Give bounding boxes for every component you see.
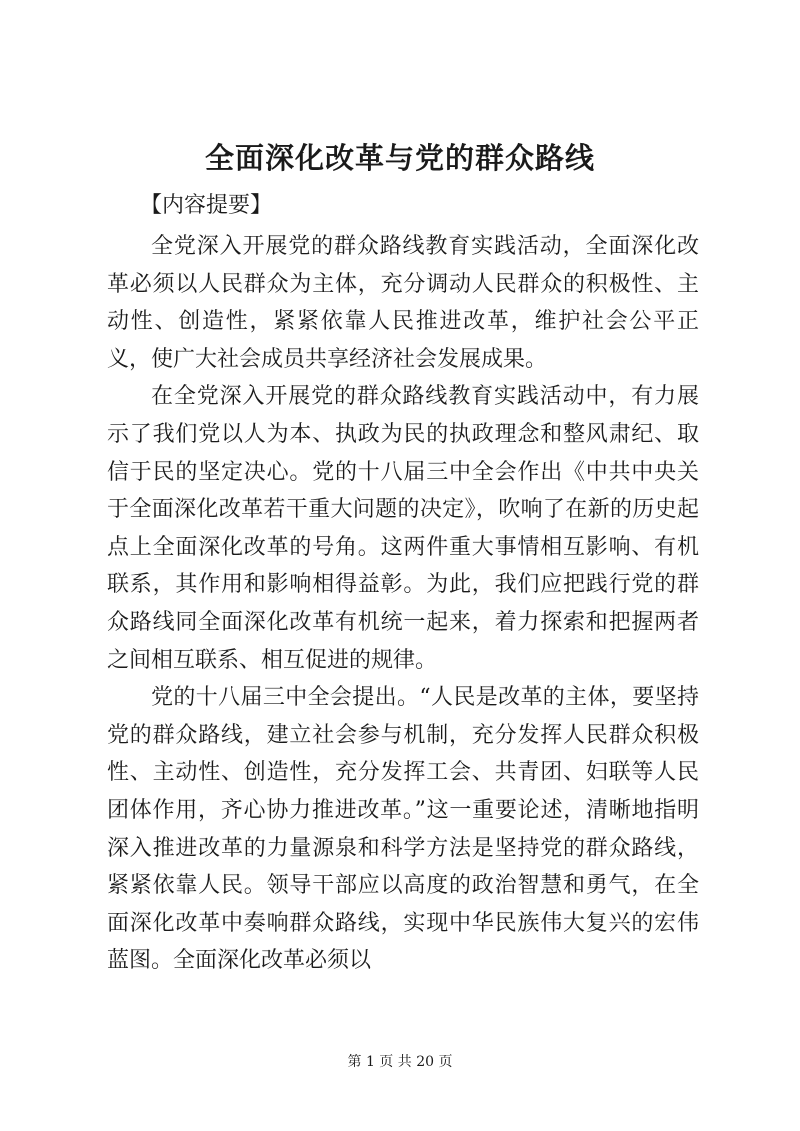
summary-label: 【内容提要】 [140,193,273,218]
page-footer: 第 1 页 共 20 页 [347,1054,453,1070]
paragraph-1: 全党深入开展党的群众路线教育实践活动，全面深化改革必须以人民群众为主体，充分调动人民群众的积极性、主动性、创造性，紧紧依靠人民推进改革，维护社会公平正义，使广大社会成员共享经济社会发展成果。 [107,234,699,372]
paragraph-3: 党的十八届三中全会提出。“人民是改革的主体，要坚持党的群众路线，建立社会参与机制，充分发挥人民群众积极性、主动性、创造性，充分发挥工会、共青团、妇联等人民团体作用，齐心协力推进改革。”这一重要论述，清晰地指明深入推进改革的力量源泉和科学方法是坚持党的群众路线，紧紧依靠人民。领导干部应以高度的政治智慧和勇气，在全面深化改革中奏响群众路线，实现中华民族伟大复兴的宏伟蓝图。全面深化改革必须以 [107,685,699,974]
document-body [107,228,699,980]
paragraph-2: 在全党深入开展党的群众路线教育实践活动中，有力展示了我们党以人为本、执政为民的执政理念和整风肃纪、取信于民的坚定决心。党的十八届三中全会作出《中共中央关于全面深化改革若干重大问题的决定》，吹响了在新的历史起点上全面深化改革的号角。这两件重大事情相互影响、有机联系，其作用和影响相得益彰。为此，我们应把践行党的群众路线同全面深化改革有机统一起来，着力探索和把握两者之间相互联系、相互促进的规律。 [107,384,699,673]
document-title: 全面深化改革与党的群众路线 [204,141,595,175]
